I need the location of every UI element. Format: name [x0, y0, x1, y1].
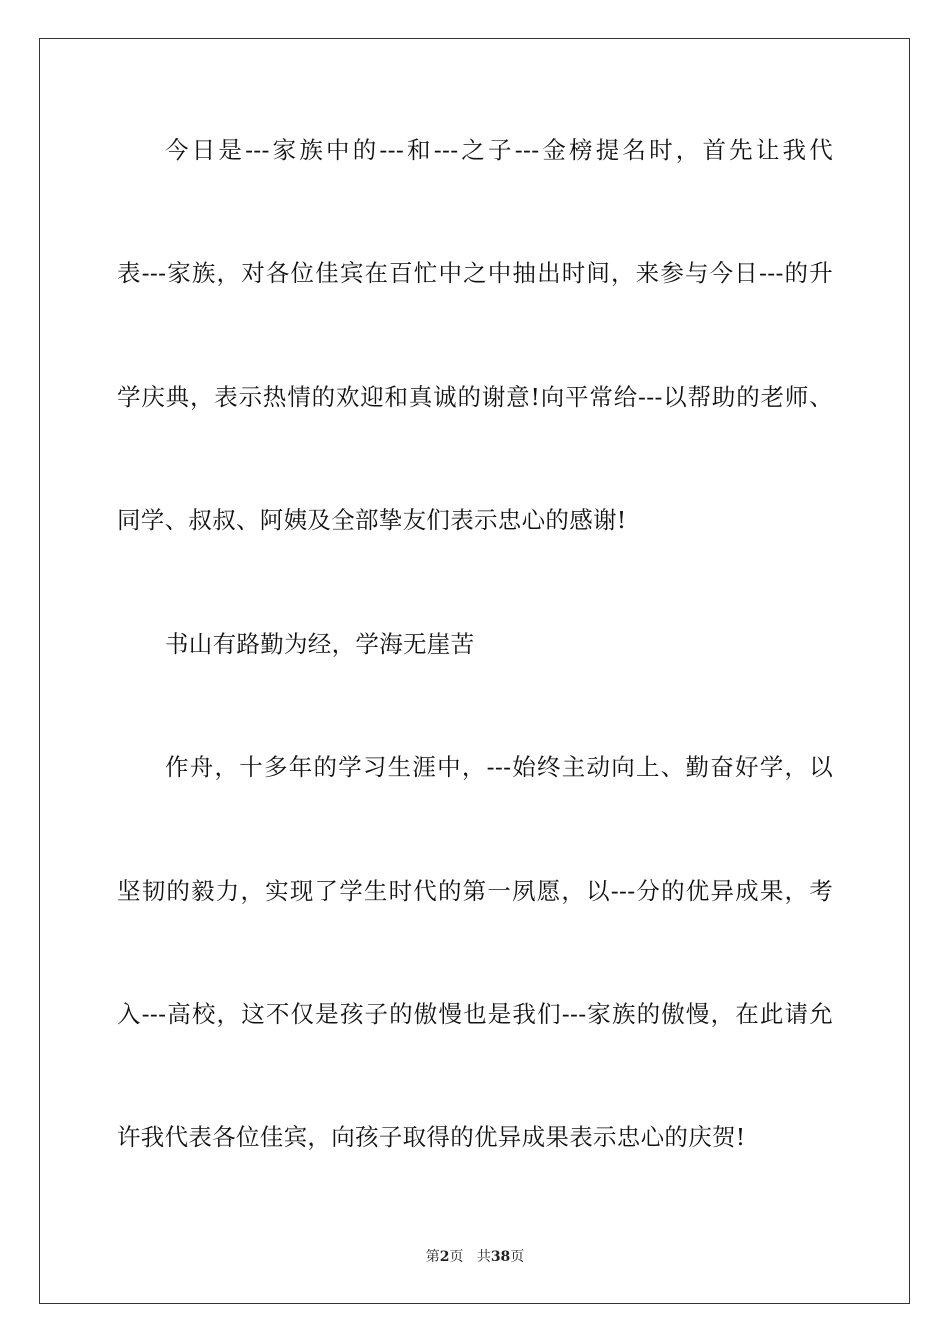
paragraph-line-4: 同学、叔叔、阿姨及全部挚友们表示忠心的感谢! [117, 506, 627, 534]
paragraph-line-9: 许我代表各位佳宾，向孩子取得的优异成果表示忠心的庆贺! [117, 1123, 746, 1151]
paragraph-line-7: 坚韧的毅力，实现了学生时代的第一夙愿，以---分的优异成果，考 [117, 877, 833, 905]
paragraph-line-1: 今日是---家族中的---和---之子---金榜提名时，首先让我代 [165, 136, 833, 164]
page-footer [0, 1248, 950, 1266]
footer-page-number: 2 [439, 1249, 450, 1265]
footer-total-suffix: 页 [510, 1249, 525, 1265]
footer-total-pages: 38 [490, 1249, 511, 1265]
footer-total-prefix: 共 [476, 1249, 491, 1265]
paragraph-line-2: 表---家族，对各位佳宾在百忙中之中抽出时间，来参与今日---的升 [117, 259, 833, 287]
footer-page-prefix: 第 [425, 1249, 440, 1265]
paragraph-line-5: 书山有路勤为经，学海无崖苦 [165, 630, 475, 658]
footer-page-suffix: 页 [449, 1249, 464, 1265]
page-border [39, 38, 910, 1304]
paragraph-line-8: 入---高校，这不仅是孩子的傲慢也是我们---家族的傲慢，在此请允 [117, 1000, 833, 1028]
paragraph-line-6: 作舟，十多年的学习生涯中，---始终主动向上、勤奋好学，以 [165, 753, 833, 781]
paragraph-line-3: 学庆典，表示热情的欢迎和真诚的谢意!向平常给---以帮助的老师、 [117, 383, 833, 411]
